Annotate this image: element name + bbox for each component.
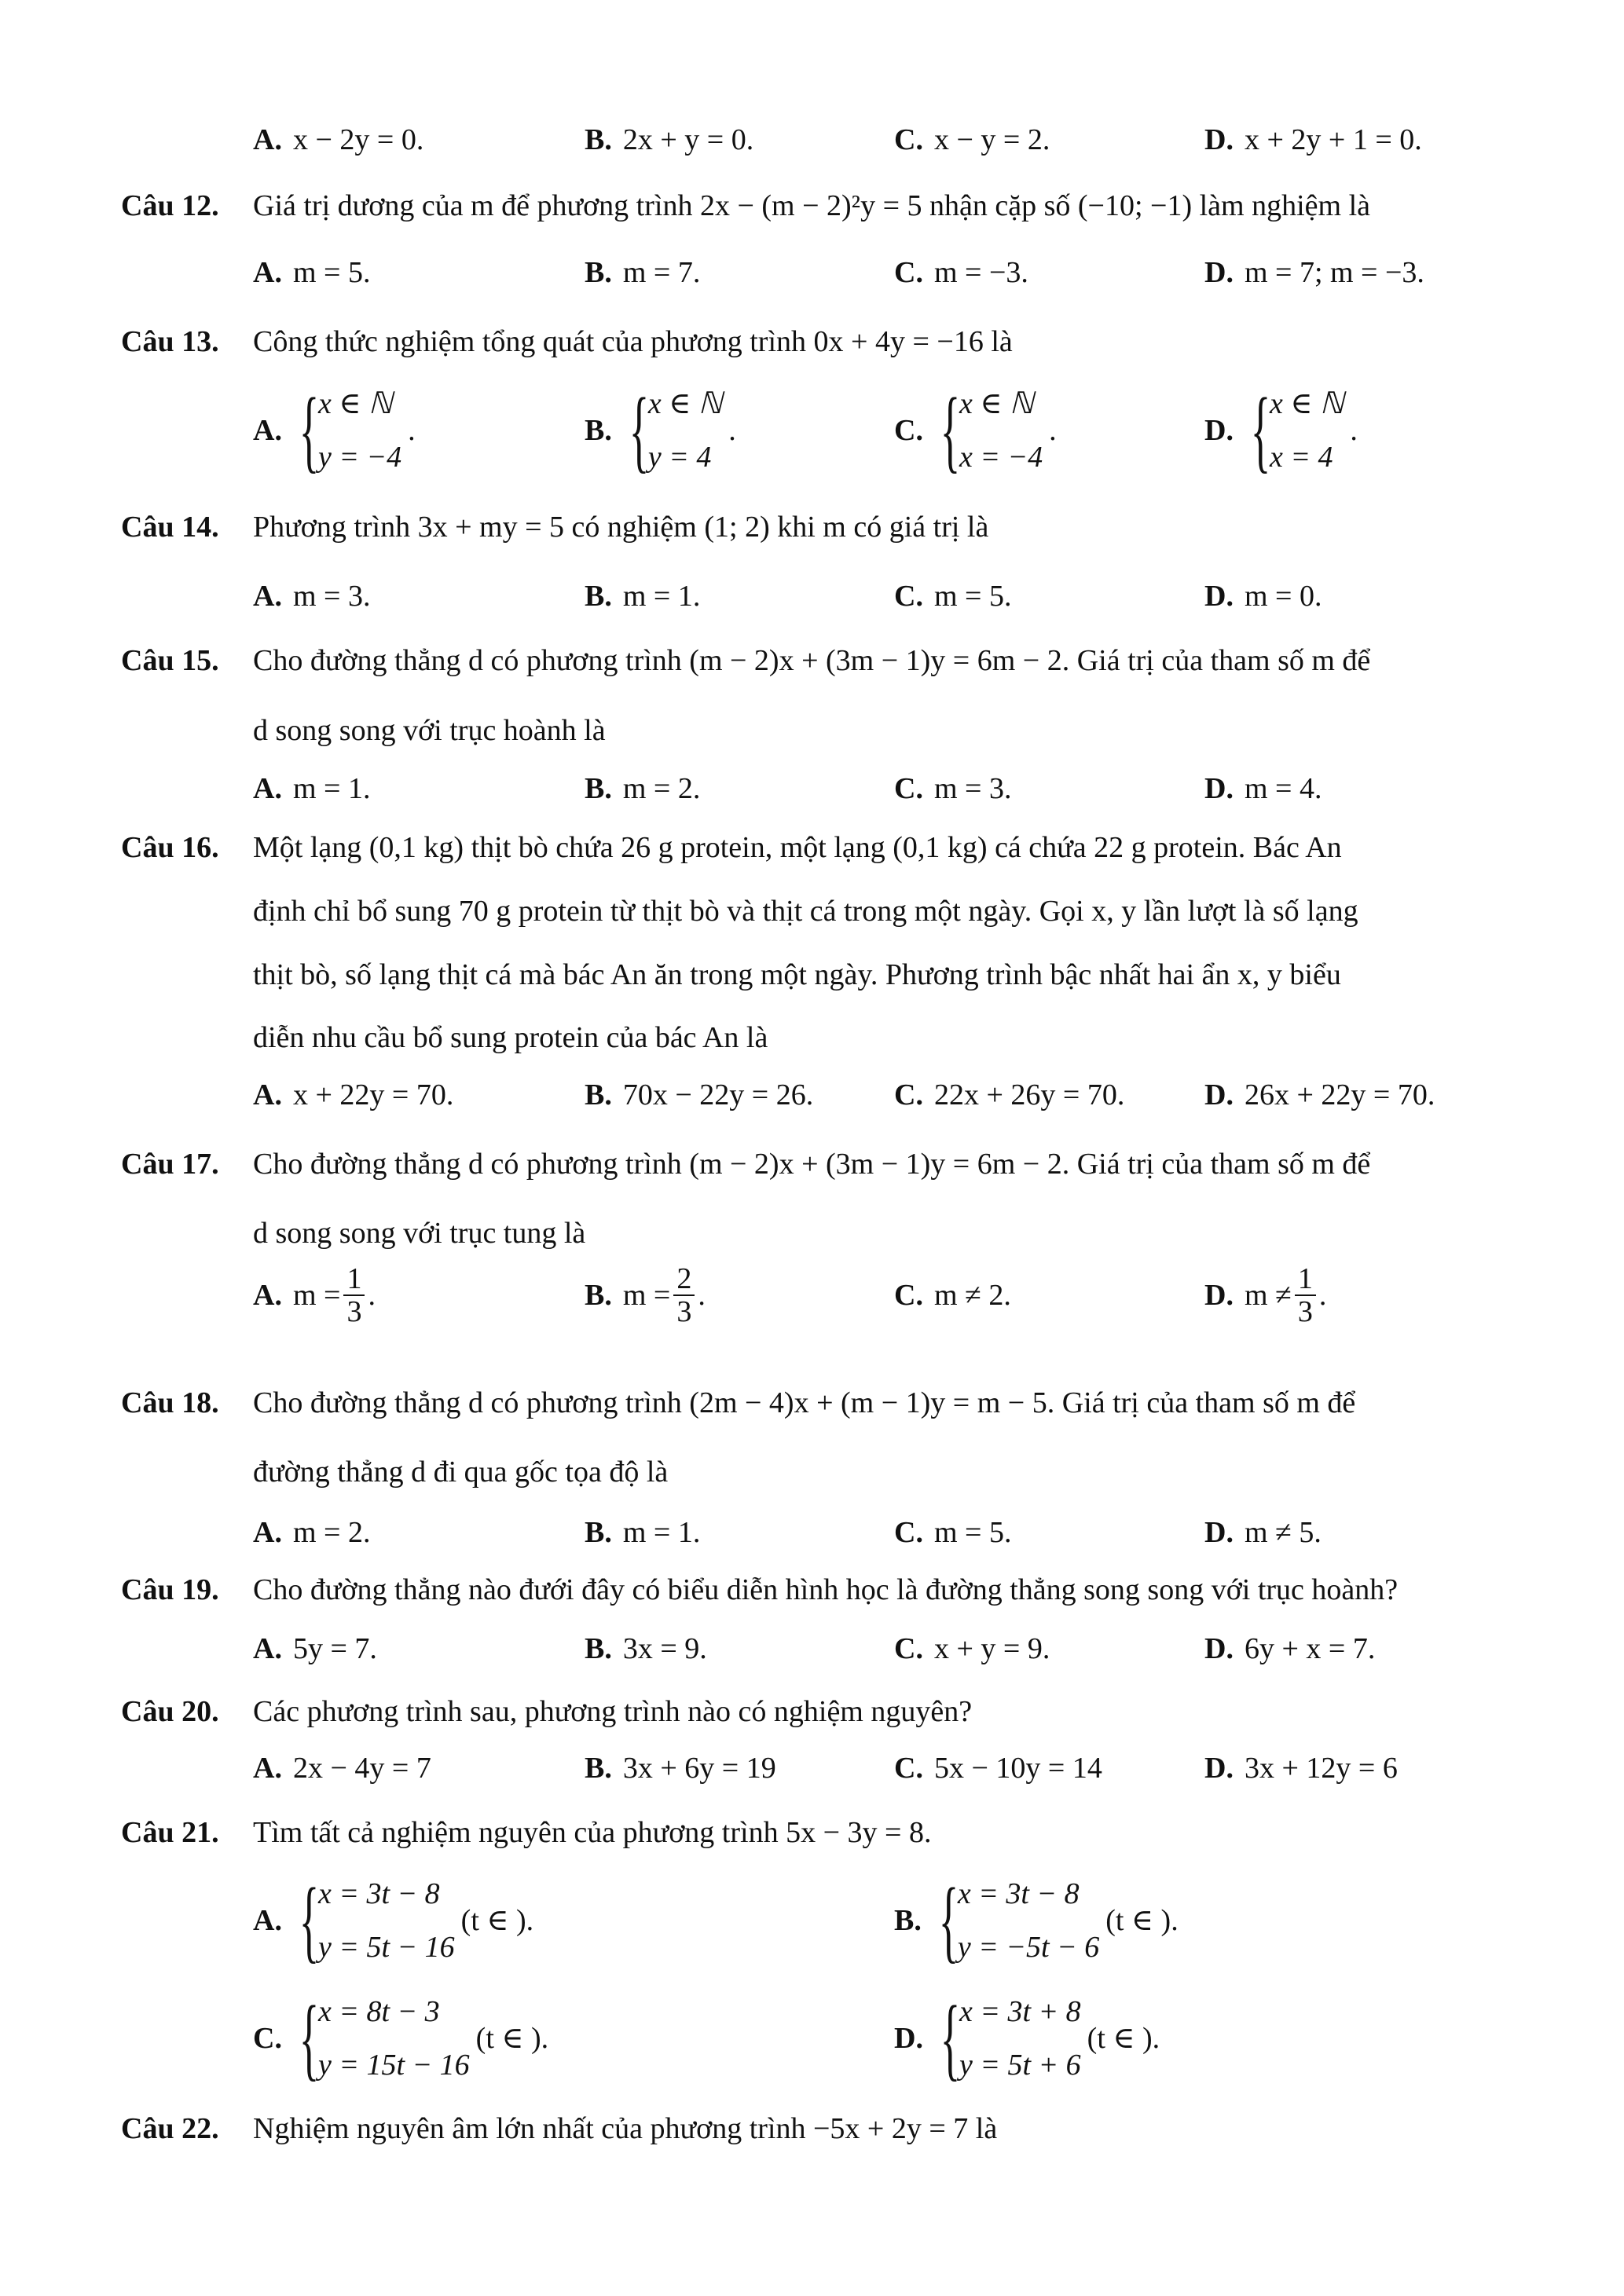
fraction-numerator: 1 [343,1263,365,1296]
option-text: 3x + 12y = 6 [1244,1752,1398,1785]
answer-option-a[interactable] [253,255,370,290]
left-brace-icon: { [940,379,961,482]
question-number: Câu 15. [121,644,219,677]
answer-option-c[interactable] [894,1631,1050,1666]
question-text-line: d song song với trục tung là [253,1217,586,1250]
system-line: y = −5t − 6 [957,1931,1100,1964]
question-text-line: Cho đường thẳng d có phương trình (m − 2)x + (3m − 1)y = 6m − 2. Giá trị của tham số m để [253,644,1371,677]
system-line: x = 3t − 8 [957,1877,1080,1910]
question-number: Câu 14. [121,511,219,544]
question-text-line: định chỉ bổ sung 70 g protein từ thịt bò và thịt cá trong một ngày. Gọi x, y lần lượt là số lạng [253,895,1358,928]
option-prefix: m = [622,1279,671,1312]
question-text-line: Công thức nghiệm tổng quát của phương trình 0x + 4y = −16 là [253,325,1013,358]
option-label: B. [585,1752,612,1785]
option-text: x + 2y + 1 = 0. [1244,123,1422,156]
fraction [673,1263,695,1327]
option-label: A. [253,1904,282,1937]
answer-option-d[interactable] [1204,1515,1322,1550]
answer-option-b[interactable] [585,1078,813,1112]
answer-option-d[interactable] [1204,255,1424,290]
option-text: m = 2. [622,772,701,805]
option-label: D. [1204,1078,1234,1111]
answer-option-c[interactable] [894,579,1011,613]
option-label: B. [585,123,612,156]
option-label: A. [253,1078,282,1111]
answer-option-b[interactable] [585,1515,700,1550]
option-label: D. [894,2022,923,2055]
option-text: x − 2y = 0. [292,123,424,156]
system-line: x ∈ ℕ [647,387,723,420]
fraction-numerator: 1 [1295,1263,1316,1296]
option-prefix: m ≠ [1244,1279,1292,1312]
option-label: B. [585,414,612,447]
answer-option-c[interactable] [894,255,1028,290]
system-line: x = 3t + 8 [959,1995,1081,2028]
option-text: 22x + 26y = 70. [933,1078,1125,1111]
answer-option-a[interactable] [253,1631,377,1666]
option-label: C. [894,123,923,156]
option-suffix: (t ∈ ). [1087,2022,1160,2055]
option-suffix: . [1350,414,1358,447]
option-suffix: . [368,1279,376,1312]
option-suffix: . [728,414,736,447]
answer-option-b[interactable] [585,123,753,157]
option-text: 6y + x = 7. [1244,1632,1376,1665]
option-label: C. [894,772,923,805]
option-label: C. [894,1078,923,1111]
option-text: m = 2. [292,1516,371,1549]
question-number: Câu 16. [121,831,219,864]
fraction-denominator: 3 [676,1295,692,1328]
option-suffix: (t ∈ ). [475,2022,549,2055]
left-brace-icon: { [938,1869,959,1972]
option-text: m = 1. [622,1516,701,1549]
option-label: D. [1204,256,1234,289]
equation-system [648,386,722,474]
question-number: Câu 13. [121,325,219,358]
option-label: C. [894,414,923,447]
option-suffix: . [408,414,416,447]
fraction-numerator: 2 [673,1263,695,1296]
option-text: 5x − 10y = 14 [933,1752,1102,1785]
system-line: x ∈ ℕ [959,387,1034,420]
answer-option-d[interactable] [1204,771,1322,806]
option-label: A. [253,414,282,447]
option-label: D. [1204,1516,1234,1549]
question-number: Câu 18. [121,1386,219,1419]
option-text: m ≠ 5. [1244,1516,1322,1549]
answer-option-b[interactable] [585,1751,776,1785]
answer-option-d[interactable] [1204,379,1358,482]
option-label: B. [585,256,612,289]
option-text: 26x + 22y = 70. [1244,1078,1435,1111]
system-line: y = 4 [647,441,712,474]
option-label: C. [894,1516,923,1549]
option-text: m = 7. [622,256,701,289]
question-number: Câu 12. [121,189,219,222]
answer-option-b[interactable] [585,1263,706,1327]
option-label: B. [585,1078,612,1111]
question-text-line: Cho đường thẳng d có phương trình (m − 2)x + (3m − 1)y = 6m − 2. Giá trị của tham số m để [253,1148,1371,1181]
option-suffix: . [1318,1279,1327,1312]
fraction-denominator: 3 [1297,1295,1313,1328]
answer-option-a[interactable] [253,123,423,157]
option-label: A. [253,1516,282,1549]
option-text: m = 5. [292,256,371,289]
answer-option-c[interactable] [894,379,1057,482]
option-suffix: . [1049,414,1057,447]
option-text: 3x = 9. [622,1632,707,1665]
option-prefix: m = [292,1279,341,1312]
answer-option-c[interactable] [894,1278,1011,1313]
answer-option-d[interactable] [1204,579,1322,613]
option-label: A. [253,1279,282,1312]
system-line: y = 5t + 6 [959,2049,1081,2082]
answer-option-a[interactable] [253,1515,370,1550]
option-label: B. [585,772,612,805]
option-label: A. [253,580,282,613]
answer-option-b[interactable] [585,579,700,613]
equation-system [959,1994,1081,2082]
equation-system [318,1994,470,2082]
left-brace-icon: { [629,379,650,482]
question-text-line: Nghiệm nguyên âm lớn nhất của phương trình −5x + 2y = 7 là [253,2112,998,2145]
answer-option-c[interactable] [894,771,1011,806]
answer-option-d[interactable] [894,1987,1160,2089]
answer-option-b[interactable] [585,255,700,290]
fraction [1295,1263,1316,1327]
question-text-line: diễn nhu cầu bổ sung protein của bác An là [253,1021,768,1054]
option-label: A. [253,1632,282,1665]
option-label: D. [1204,772,1234,805]
answer-option-a[interactable] [253,1869,534,1972]
option-label: B. [585,580,612,613]
question-text-line: Cho đường thẳng nào đưới đây có biểu diễn hình học là đường thẳng song song với trục hoành? [253,1573,1399,1606]
answer-option-d[interactable] [1204,1751,1398,1785]
option-label: D. [1204,414,1234,447]
left-brace-icon: { [1250,379,1271,482]
option-label: C. [894,256,923,289]
answer-option-c[interactable] [894,123,1050,157]
answer-option-d[interactable] [1204,1078,1435,1112]
option-text: 3x + 6y = 19 [622,1752,776,1785]
answer-option-a[interactable] [253,1751,431,1785]
option-label: D. [1204,1279,1234,1312]
option-text: m = −3. [933,256,1028,289]
fraction-denominator: 3 [346,1295,362,1328]
question-number: Câu 22. [121,2112,219,2145]
system-line: x = 3t − 8 [317,1877,440,1910]
option-text: m = 5. [933,580,1012,613]
system-line: y = 15t − 16 [317,2049,470,2082]
question-number: Câu 19. [121,1573,219,1606]
option-text: m = 4. [1244,772,1322,805]
question-number: Câu 17. [121,1148,219,1181]
equation-system [959,386,1043,474]
option-label: D. [1204,123,1234,156]
question-text-line: d song song với trục hoành là [253,714,606,747]
system-line: x = 8t − 3 [317,1995,440,2028]
question-text-line: Một lạng (0,1 kg) thịt bò chứa 26 g protein, một lạng (0,1 kg) cá chứa 22 g protein. Bác An [253,831,1342,864]
option-text: 70x − 22y = 26. [622,1078,814,1111]
answer-option-d[interactable] [1204,1631,1375,1666]
option-label: B. [585,1279,612,1312]
answer-option-b[interactable] [894,1869,1179,1972]
question-text-line: thịt bò, số lạng thịt cá mà bác An ăn trong một ngày. Phương trình bậc nhất hai ẩn x, y biểu [253,958,1341,991]
system-line: x ∈ ℕ [317,387,393,420]
question-text-line: đường thẳng d đi qua gốc tọa độ là [253,1456,669,1489]
answer-option-c[interactable] [894,1515,1011,1550]
answer-option-d[interactable] [1204,123,1422,157]
question-text-line: Cho đường thẳng d có phương trình (2m − 4)x + (m − 1)y = m − 5. Giá trị của tham số m để [253,1386,1356,1419]
system-line: y = 5t − 16 [317,1931,455,1964]
question-text-line: Giá trị dương của m để phương trình 2x − (m − 2)²y = 5 nhận cặp số (−10; −1) làm nghiệm là [253,189,1370,222]
system-line: x = −4 [959,441,1043,474]
answer-option-b[interactable] [585,771,700,806]
option-label: B. [585,1632,612,1665]
left-brace-icon: { [940,1987,961,2089]
option-text: m = 1. [622,580,701,613]
question-text-line: Tìm tất cả nghiệm nguyên của phương trình 5x − 3y = 8. [253,1816,932,1849]
answer-option-a[interactable] [253,579,370,613]
option-label: A. [253,1752,282,1785]
answer-option-c[interactable] [253,1987,549,2089]
option-text: m = 1. [292,772,371,805]
system-line: x = 4 [1269,441,1333,474]
option-label: D. [1204,580,1234,613]
left-brace-icon: { [299,379,320,482]
fraction [343,1263,365,1327]
option-text: m = 0. [1244,580,1322,613]
option-label: C. [894,580,923,613]
equation-system [1270,386,1344,474]
option-text: x − y = 2. [933,123,1050,156]
option-text: m = 3. [292,580,371,613]
system-line: x ∈ ℕ [1269,387,1344,420]
option-text: m = 7; m = −3. [1244,256,1424,289]
question-text-line: Phương trình 3x + my = 5 có nghiệm (1; 2) khi m có giá trị là [253,511,989,544]
answer-option-d[interactable] [1204,1263,1326,1327]
answer-option-b[interactable] [585,379,736,482]
option-suffix: (t ∈ ). [460,1904,534,1937]
option-label: B. [585,1516,612,1549]
option-suffix: . [698,1279,706,1312]
system-line: y = −4 [317,441,402,474]
option-label: C. [253,2022,282,2055]
answer-option-c[interactable] [894,1751,1102,1785]
answer-option-c[interactable] [894,1078,1124,1112]
equation-system [318,386,401,474]
option-label: A. [253,123,282,156]
option-label: C. [894,1279,923,1312]
equation-system [318,1877,455,1965]
option-text: x + y = 9. [933,1632,1050,1665]
answer-option-a[interactable] [253,379,416,482]
option-text: 2x + y = 0. [622,123,754,156]
option-text: 2x − 4y = 7 [292,1752,431,1785]
option-text: m ≠ 2. [933,1279,1011,1312]
answer-option-a[interactable] [253,1078,453,1112]
question-number: Câu 21. [121,1816,219,1849]
equation-system [958,1877,1099,1965]
left-brace-icon: { [299,1987,320,2089]
option-text: x + 22y = 70. [292,1078,454,1111]
answer-option-b[interactable] [585,1631,707,1666]
option-label: C. [894,1632,923,1665]
option-text: m = 5. [933,1516,1012,1549]
question-text-line: Các phương trình sau, phương trình nào có nghiệm nguyên? [253,1695,973,1728]
option-text: 5y = 7. [292,1632,377,1665]
option-label: C. [894,1752,923,1785]
option-label: A. [253,772,282,805]
option-label: D. [1204,1752,1234,1785]
option-text: m = 3. [933,772,1012,805]
option-label: A. [253,256,282,289]
answer-option-a[interactable] [253,1263,376,1327]
question-number: Câu 20. [121,1695,219,1728]
option-label: B. [894,1904,922,1937]
answer-option-a[interactable] [253,771,370,806]
left-brace-icon: { [299,1869,320,1972]
option-suffix: (t ∈ ). [1105,1904,1179,1937]
option-label: D. [1204,1632,1234,1665]
